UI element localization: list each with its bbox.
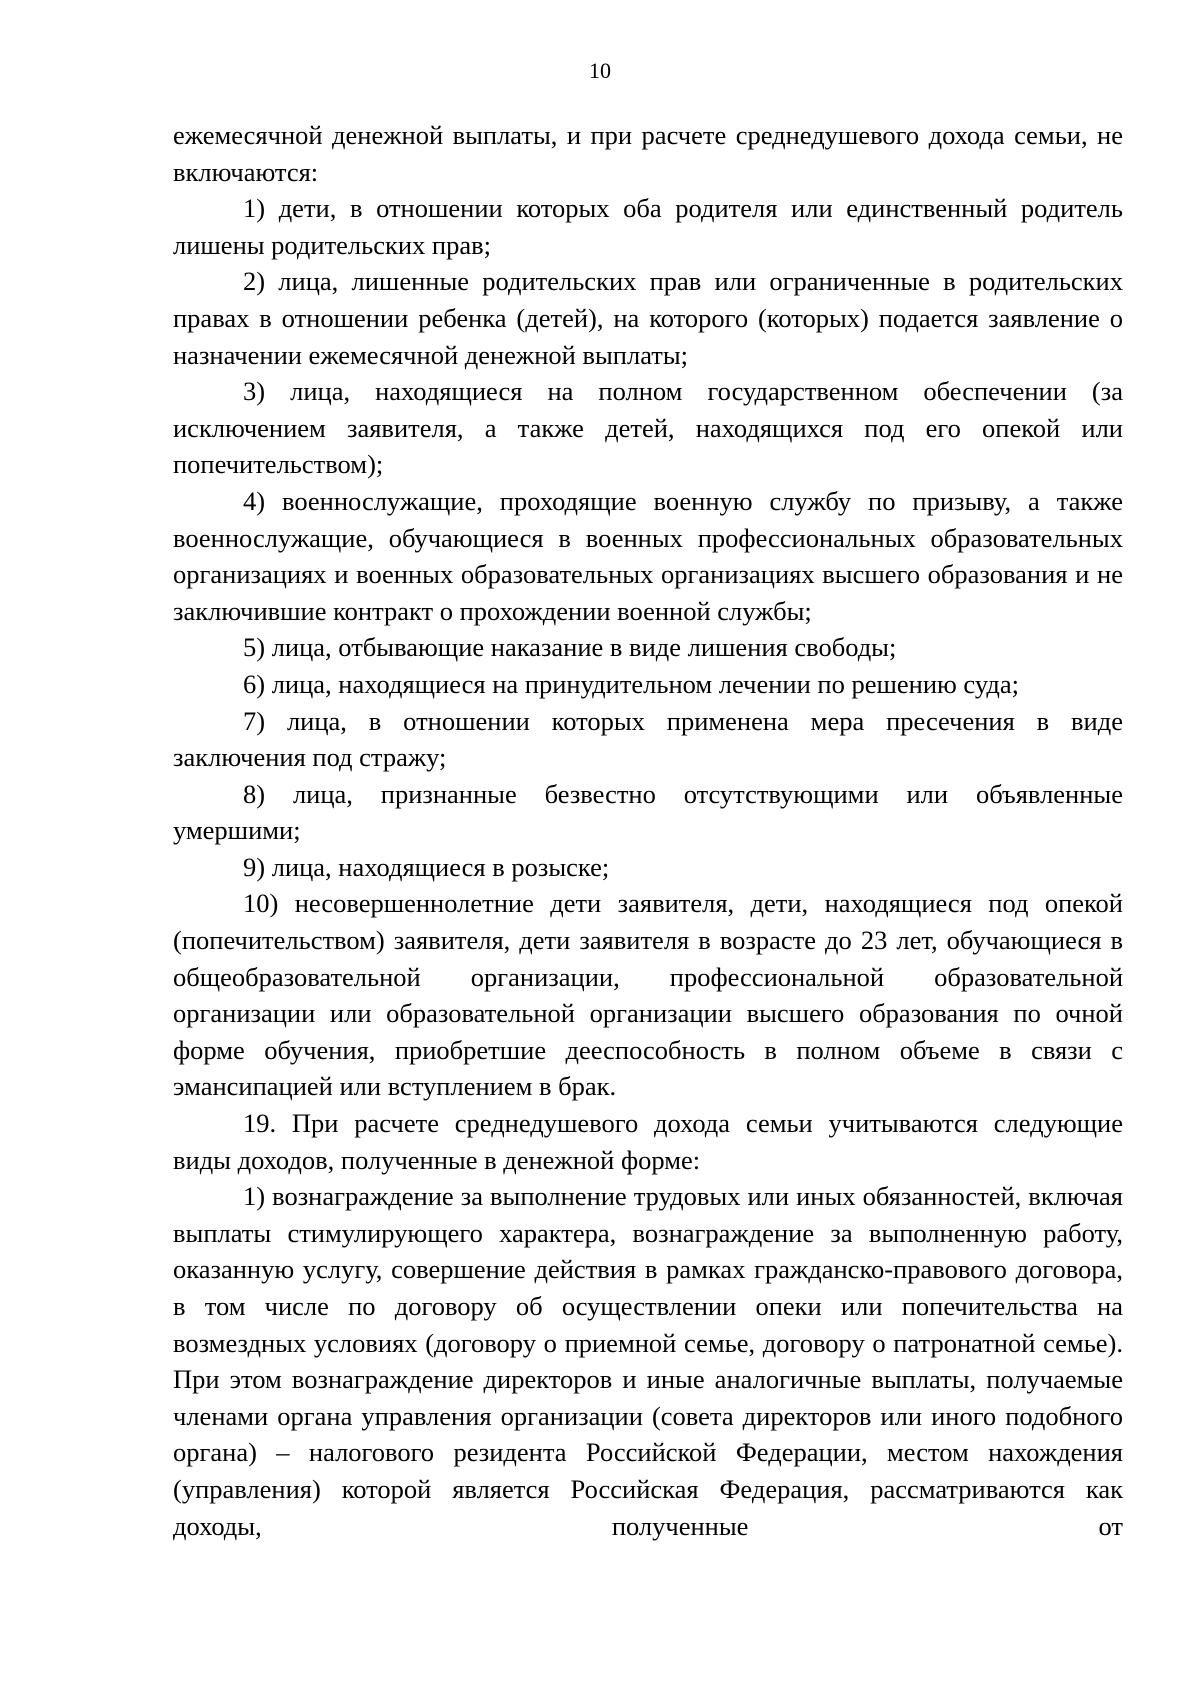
list-item: 8) лица, признанные безвестно отсутствующими или объявленные умершими; (173, 778, 1123, 846)
document-body (173, 117, 1123, 1544)
list-item: 10) несовершеннолетние дети заявителя, дети, находящиеся под опекой (попечительством) заявителя, дети заявителя в возрасте до 23 лет, обучающиеся в общеобразовательной организации, профессиональной образовательной организации или образовательной организации высшего образования по очной форме обучения, приобретшие дееспособность в полном объеме в связи с эмансипацией или вступлением в брак. (173, 888, 1123, 1102)
list-item: 1) вознаграждение за выполнение трудовых или иных обязанностей, включая выплаты стимулирующего характера, вознаграждение за выполненную работу, оказанную услугу, совершение действия в рамках гражданско-правового договора, в том числе по договору об осуществлении опеки или попечительства на возмездных условиях (договору о приемной семье, договору о патронатной семье). При этом вознаграждение директоров и иные аналогичные выплаты, получаемые членами органа управления организации (совета директоров или иного подобного органа) – налогового резидента Российской Федерации, местом нахождения (управления) которой является Российская Федерация, рассматриваются как доходы, полученные от (173, 1181, 1123, 1541)
list-item: 3) лица, находящиеся на полном государственном обеспечении (за исключением заявителя, а также детей, находящихся под его опекой или попечительством); (173, 376, 1123, 480)
list-item: 7) лица, в отношении которых применена мера пресечения в виде заключения под стражу; (173, 705, 1123, 773)
section-paragraph: 19. При расчете среднедушевого дохода семьи учитываются следующие виды доходов, полученные в денежной форме: (173, 1108, 1123, 1175)
list-item: 2) лица, лишенные родительских прав или ограниченные в родительских правах в отношении ребенка (детей), на которого (которых) подается заявление о назначении ежемесячной денежной выплаты; (173, 266, 1123, 370)
list-item: 9) лица, находящиеся в розыске; (243, 851, 610, 882)
list-item: 4) военнослужащие, проходящие военную службу по призыву, а также военнослужащие, обучающиеся в военных профессиональных образовательных организациях и военных образовательных организациях высшего образования и не заключившие контракт о прохождении военной службы; (173, 485, 1123, 626)
paragraph: ежемесячной денежной выплаты, и при расчете среднедушевого дохода семьи, не включаются: (173, 120, 1123, 187)
list-item: 1) дети, в отношении которых оба родителя или единственный родитель лишены родительских прав; (173, 193, 1123, 260)
list-item: 6) лица, находящиеся на принудительном лечении по решению суда; (243, 668, 1020, 699)
list-item: 5) лица, отбывающие наказание в виде лишения свободы; (243, 632, 897, 663)
page-number: 10 (589, 58, 611, 83)
